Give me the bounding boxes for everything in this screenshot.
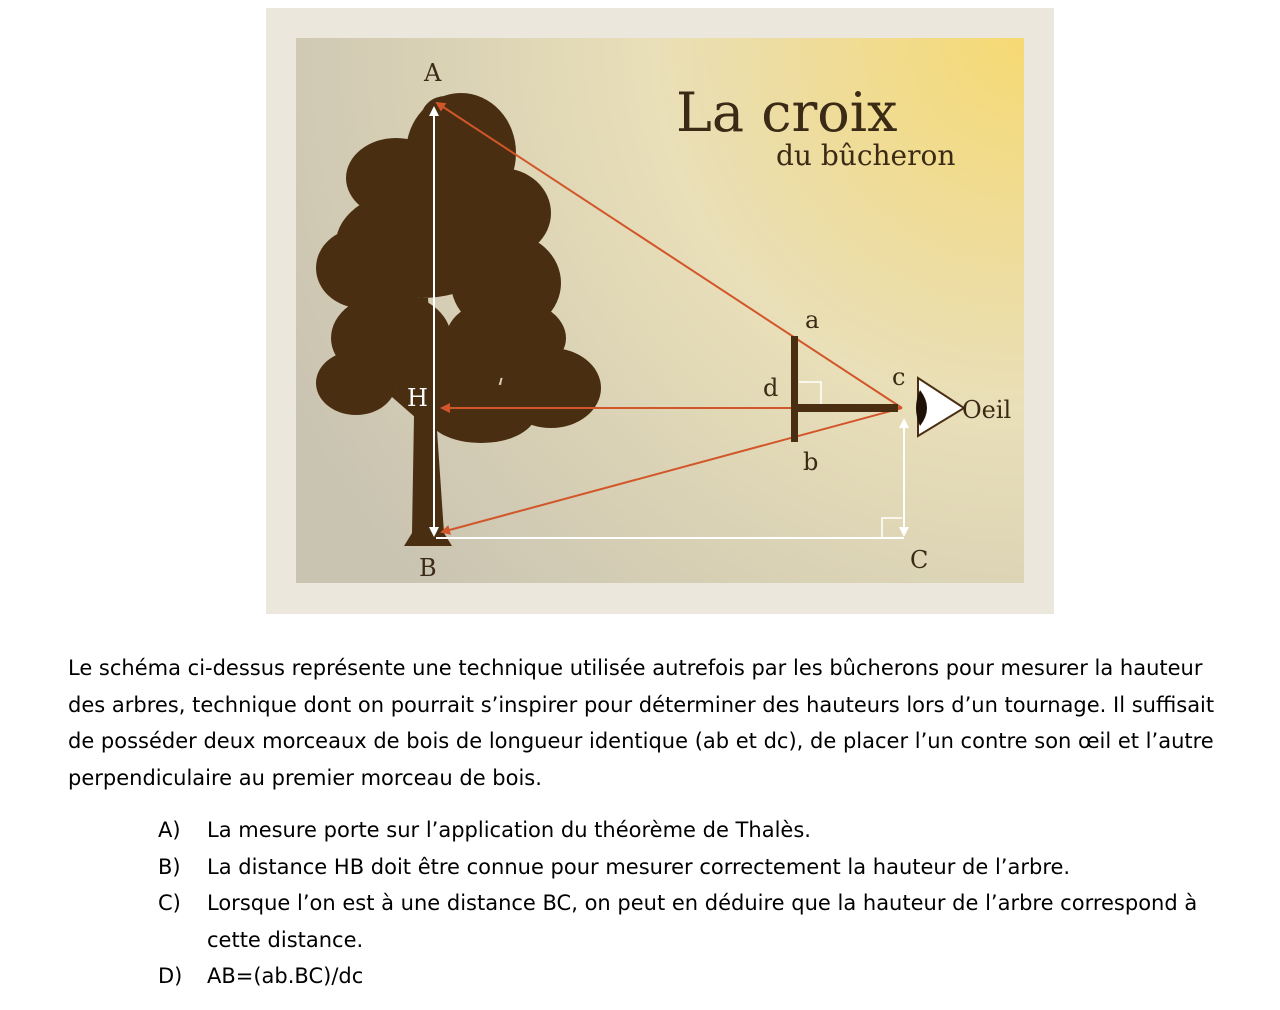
label-d-stick: d: [763, 374, 779, 402]
label-h: H: [407, 384, 428, 412]
option-text: AB=(ab.BC)/dc: [207, 964, 364, 988]
answer-options: [158, 812, 1238, 995]
option-letter: C): [158, 891, 181, 915]
label-b-bottom: B: [419, 554, 437, 582]
label-a-stick: a: [805, 306, 820, 334]
diagram-subtitle: du bûcheron: [776, 139, 956, 172]
cross-stick-dc: [794, 404, 898, 412]
option-c: [158, 885, 1238, 958]
label-c-stick: c: [892, 363, 906, 391]
option-letter: D): [158, 964, 183, 988]
figure-frame: [266, 8, 1054, 614]
label-eye: Oeil: [962, 396, 1012, 424]
option-letter: B): [158, 854, 181, 879]
label-a-top: A: [424, 59, 442, 87]
intro-paragraph: Le schéma ci-dessus représente une technique utilisée autrefois par les bûcherons pour mesurer la hauteur des arbres, technique dont on pourrait s’inspirer pour déterminer des hauteurs lors d’un tournage. Il suffisait de posséder deux morceaux de bois de longueur identique (ab et dc), de placer l’un contre son œil et l’autre perpendiculaire au premier morceau de bois.: [68, 656, 1215, 790]
diagram-title: La croix: [676, 81, 898, 144]
label-b-stick: b: [803, 448, 819, 476]
lumberjack-cross-diagram: [296, 38, 1024, 583]
cross-stick-ab: [791, 336, 798, 442]
option-text: La mesure porte sur l’application du théorème de Thalès.: [207, 818, 811, 842]
option-a: [158, 812, 1238, 849]
option-d: [158, 958, 1238, 995]
option-b: [158, 849, 1238, 886]
option-letter: A): [158, 818, 181, 842]
option-text: La distance HB doit être connue pour mesurer correctement la hauteur de l’arbre.: [207, 854, 1071, 879]
label-c-ground: C: [910, 546, 929, 574]
option-text: Lorsque l’on est à une distance BC, on peut en déduire que la hauteur de l’arbre correspond à cette distance.: [207, 891, 1198, 952]
